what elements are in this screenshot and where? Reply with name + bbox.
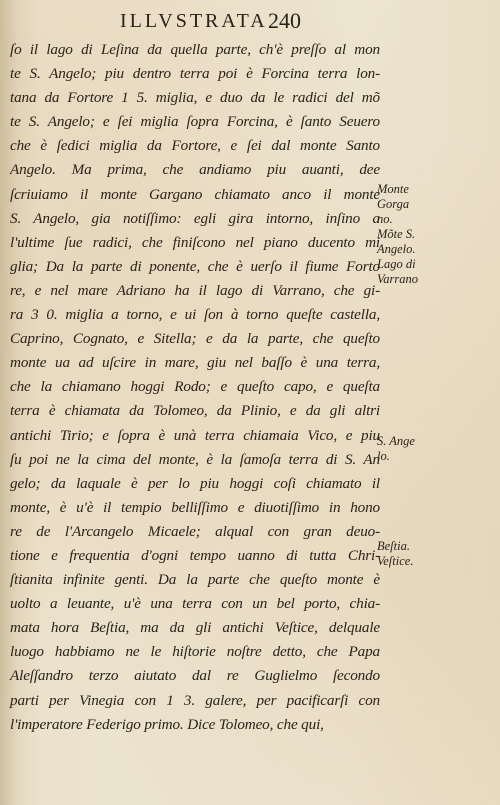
- text-line: te S. Angelo; e ſei miglia ſopra Forcina, è ſanto Seuero: [10, 113, 380, 131]
- text-line: l'imperatore Federigo primo. Dice Tolomeo, che qui,: [10, 715, 324, 733]
- margin-note-bestia: [377, 539, 437, 569]
- running-title: ILLVSTRATA: [120, 10, 268, 32]
- margin-note-line: Monte: [377, 182, 409, 196]
- margin-note-line: Veſtice.: [377, 554, 414, 568]
- text-line: monte, è u'è il tempio belliſſimo e diuotiſſimo in hono: [10, 498, 380, 516]
- text-line: Caprino, Cognato, e Sitella; e da la parte, che queſto: [10, 330, 380, 348]
- text-line: Aleſſandro terzo aiutato dal re Guglielmo ſecondo: [10, 667, 380, 685]
- text-line: ſcriuiamo il monte Gargano chiamato anco il monte: [10, 185, 380, 203]
- page-header: [0, 6, 500, 40]
- text-line: Angelo. Ma prima, che andiamo piu auanti, dee: [10, 161, 380, 179]
- text-line: ſo il lago di Leſina da quella parte, ch'è preſſo al mon: [10, 41, 380, 58]
- text-line: tione e frequentia d'ogni tempo uanno di tutta Chri-: [10, 546, 380, 564]
- margin-note-line: lo.: [377, 449, 390, 463]
- text-line: parti per Vinegia con 1 3. galere, per pacificarſi con: [10, 691, 380, 709]
- text-line: te S. Angelo; piu dentro terra poi è Forcina terra lon-: [10, 65, 380, 83]
- text-line: monte ua ad uſcire in mare, giu nel baſſo è una terra,: [10, 354, 380, 372]
- text-line: luogo habbiamo ne le hiſtorie noſtre detto, che Papa: [10, 643, 380, 661]
- margin-note-line: Mõte S.: [377, 227, 416, 241]
- text-line: S. Angelo, gia notiſſimo: egli gira intorno, inſino a: [10, 209, 380, 227]
- text-line: uolto a leuante, u'è una terra con un bel porto, chia-: [10, 595, 380, 613]
- text-line: l'ultime ſue radici, che finiſcono nel piano ducento mi: [10, 233, 380, 251]
- text-line: re de l'Arcangelo Micaele; alqual con gran deuo-: [10, 522, 380, 540]
- bleed-through-mark: [440, 115, 443, 127]
- body-text: [10, 38, 380, 737]
- margin-note-line: Angelo.: [377, 242, 416, 256]
- margin-note-s-angelo: [377, 434, 437, 464]
- text-line: glia; Da la parte di ponente, che è uerſo il fiume Forto: [10, 257, 380, 275]
- text-line: gelo; da laquale è per lo piu hoggi coſi chiamato il: [10, 474, 380, 492]
- text-line: che la chiamano hoggi Rodo; e queſto capo, e queſta: [10, 378, 380, 396]
- text-line: tana da Fortore 1 5. miglia, e duo da le radici del mõ: [10, 89, 380, 107]
- text-line: terra è chiamata da Tolomeo, da Plinio, e da gli altri: [10, 402, 380, 420]
- text-line: ra 3 0. miglia a torno, e ui ſon à torno queſte castella,: [10, 306, 380, 324]
- text-line: che è ſedici miglia da Fortore, e ſei dal monte Santo: [10, 137, 380, 155]
- margin-note-line: Gorga: [377, 197, 410, 211]
- margin-note-line: Lago di: [377, 257, 416, 271]
- text-line: ſu poi ne la cima del monte, è la ſamoſa terra di S. An: [10, 450, 380, 468]
- margin-note-line: no.: [377, 212, 393, 226]
- margin-note-line: S. Ange: [377, 434, 415, 448]
- text-line: mata hora Beſtia, ma da gli antichi Veſtice, delquale: [10, 619, 380, 637]
- text-line: ſtianita infinite genti. Da la parte che queſto monte è: [10, 571, 380, 589]
- margin-note-line: Beſtia.: [377, 539, 410, 553]
- margin-note-monte-gargano: [377, 182, 437, 287]
- margin-note-line: Varrano: [377, 272, 418, 286]
- text-line: re, e nel mare Adriano ha il lago di Varrano, che gi-: [10, 281, 380, 299]
- page-number: 240: [268, 8, 301, 33]
- text-line: antichi Tirio; e ſopra è unà terra chiamaia Vico, e piu: [10, 426, 380, 444]
